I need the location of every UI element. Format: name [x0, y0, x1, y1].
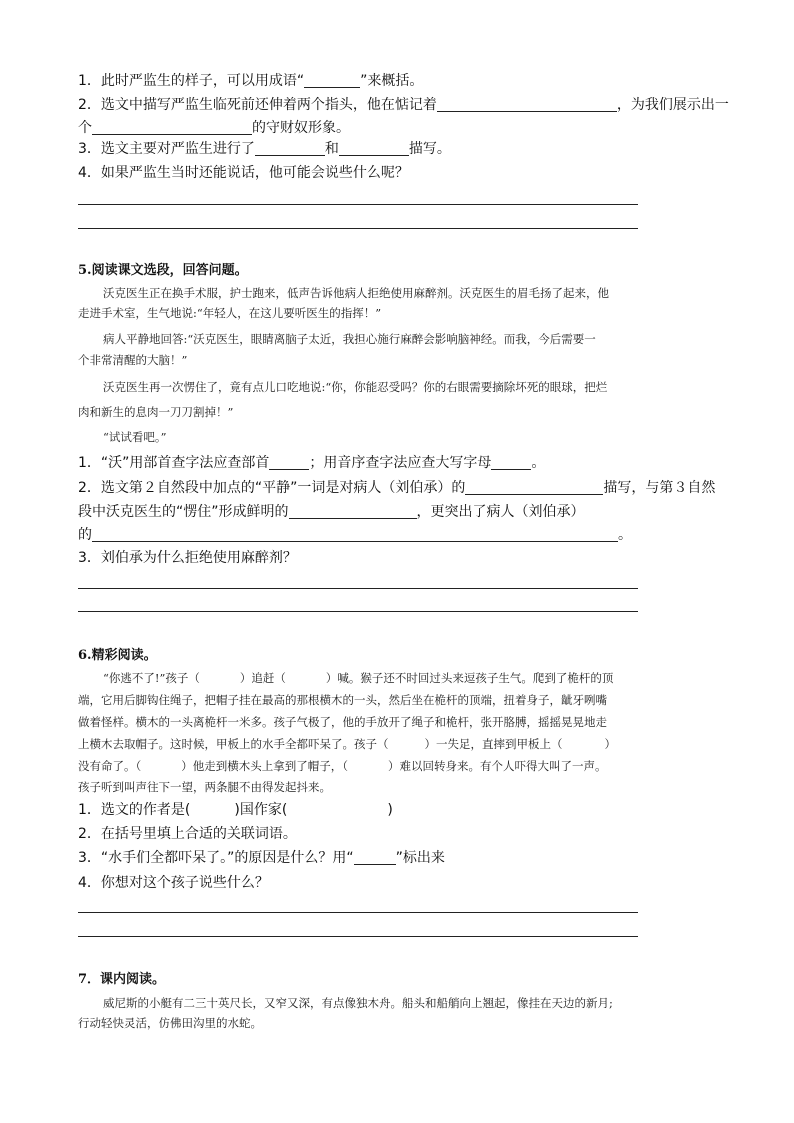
passage-5-line: 病人平静地回答:“沃克医生，眼睛离脑子太近，我担心施行麻醉会影响脑神经。而我，今后需要一: [103, 332, 596, 346]
section-6-title: 6.精彩阅读。: [78, 648, 157, 663]
answer-blank[interactable]: [92, 120, 252, 135]
q4-question-2: 2．选文中描写严监生临死前还伸着两个指头，他在惦记着 ，为我们展示出一: [78, 97, 729, 113]
passage-5-line: “试试看吧。”: [103, 430, 167, 444]
passage-6-line: “你逃不了!”孩子（ ）追赶（ ）喊。猴子还不时回过头来逗孩子生气。爬到了桅杆的顶: [103, 671, 614, 685]
answer-blank[interactable]: [437, 97, 617, 112]
answer-line[interactable]: [78, 588, 638, 589]
answer-blank[interactable]: [491, 455, 531, 470]
answer-blank[interactable]: [339, 141, 409, 156]
section-5-title: 5.阅读课文选段，回答问题。: [78, 263, 248, 278]
answer-blank[interactable]: [289, 504, 417, 519]
q5-question-2-cont: 段中沃克医生的“愣住”形成鲜明的 ，更突出了病人（刘伯承）: [78, 504, 585, 520]
answer-line[interactable]: [78, 204, 638, 205]
q4-question-2-cont: 个 的守财奴形象。: [78, 120, 350, 136]
answer-line[interactable]: [78, 912, 638, 913]
q6-question-3: 3．“水手们全都吓呆了。”的原因是什么？用“ ”标出来: [78, 850, 445, 866]
passage-5-line: 走进手术室，生气地说:“年轻人，在这儿要听医生的指挥！”: [78, 306, 382, 320]
answer-blank[interactable]: [304, 73, 360, 88]
q4-question-3: 3．选文主要对严监生进行了 和 描写。: [78, 141, 451, 157]
passage-6-line: 上横木去取帽子。这时候，甲板上的水手全都吓呆了。孩子（ ）一失足，直摔到甲板上（ ）: [78, 737, 616, 751]
passage-5-line: 沃克医生再一次愣住了，竟有点儿口吃地说:“你，你能忍受吗？你的右眼需要摘除坏死的眼球，把烂: [103, 380, 608, 394]
q5-question-2-cont: 的 。: [78, 527, 632, 543]
q5-question-2: 2．选文第２自然段中加点的“平静”一词是对病人（刘伯承）的 描写，与第３自然: [78, 480, 716, 496]
passage-6-line: 没有命了。（ ）他走到横木头上拿到了帽子，（ ）难以回转身来。有个人吓得大叫了一声。: [78, 759, 607, 773]
answer-line[interactable]: [78, 936, 638, 937]
passage-7-line: 威尼斯的小艇有二三十英尺长，又窄又深，有点像独木舟。船头和船艄向上翘起，像挂在天边的新月;: [103, 996, 613, 1010]
passage-6-line: 做着怪样。横木的一头离桅杆一米多。孩子气极了，他的手放开了绳子和桅杆，张开胳膊，摇摇晃晃地走: [78, 715, 607, 729]
passage-5-line: 个非常清醒的大脑！”: [78, 353, 188, 367]
answer-line[interactable]: [78, 611, 638, 612]
answer-blank[interactable]: [465, 480, 603, 495]
passage-6-line: 孩子听到叫声往下一望，两条腿不由得发起抖来。: [78, 780, 331, 794]
answer-line[interactable]: [78, 228, 638, 229]
q4-question-4: 4．如果严监生当时还能说话，他可能会说些什么呢？: [78, 165, 409, 181]
q6-question-2: 2．在括号里填上合适的关联词语。: [78, 826, 297, 842]
q5-question-3: 3．刘伯承为什么拒绝使用麻醉剂？: [78, 550, 297, 566]
answer-blank[interactable]: [92, 527, 618, 542]
passage-6-line: 端，它用后脚钩住绳子，把帽子挂在最高的那根横木的一头，然后坐在桅杆的顶端，扭着身子，龇牙咧嘴: [78, 693, 607, 707]
answer-blank[interactable]: [269, 455, 309, 470]
answer-blank[interactable]: [354, 850, 396, 865]
q5-question-1: 1．“沃”用部首查字法应查部首 ；用音序查字法应查大写字母 。: [78, 455, 546, 471]
passage-5-line: 肉和新生的息肉一刀刀割掉！”: [78, 405, 234, 419]
q6-question-4: 4．你想对这个孩子说些什么？: [78, 875, 269, 891]
section-7-title: 7．课内阅读。: [78, 972, 166, 987]
answer-blank[interactable]: [255, 141, 325, 156]
passage-5-line: 沃克医生正在换手术服，护士跑来，低声告诉他病人拒绝使用麻醉剂。沃克医生的眉毛扬了起来，他: [103, 286, 609, 300]
q4-question-1: 1．此时严监生的样子，可以用成语“ ”来概括。: [78, 73, 424, 89]
passage-7-line: 行动轻快灵活，仿佛田沟里的水蛇。: [78, 1016, 262, 1030]
q6-question-1: 1．选文的作者是( )国作家( ): [78, 802, 393, 818]
